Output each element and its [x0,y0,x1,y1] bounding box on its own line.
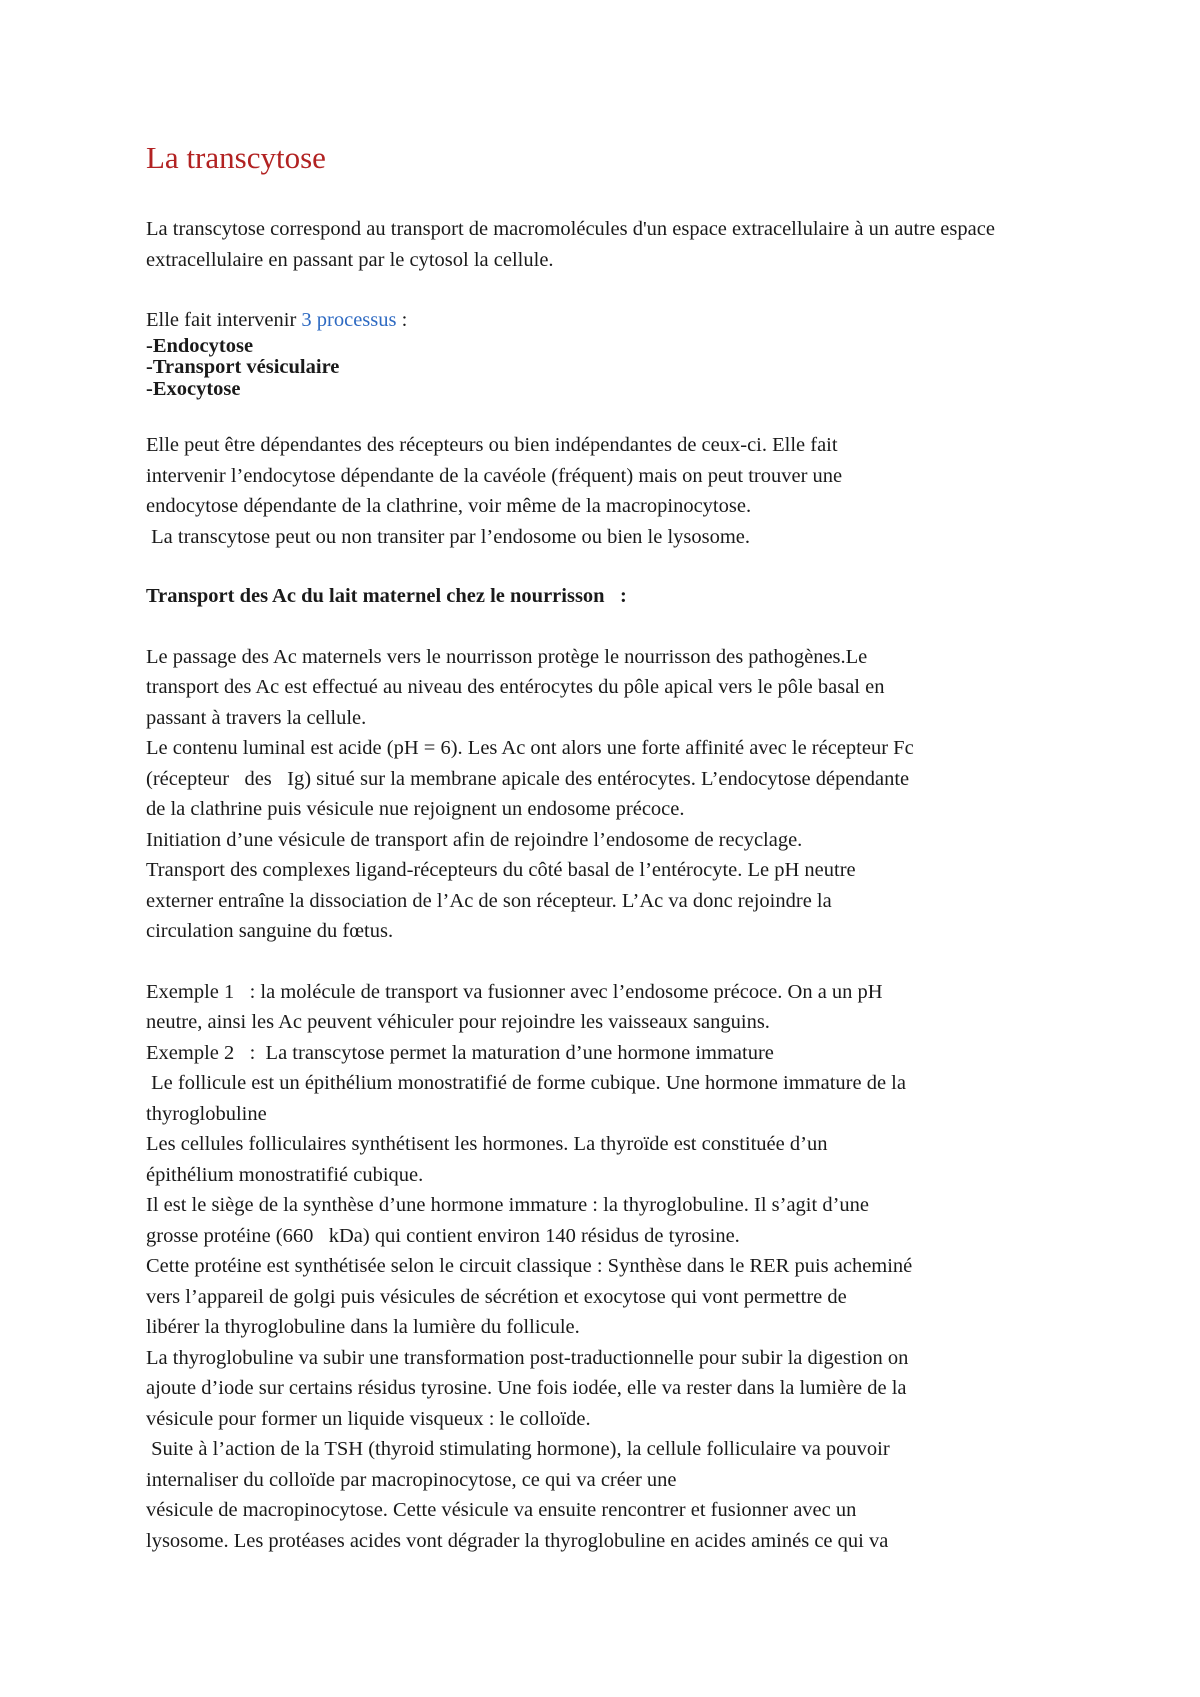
text-line: épithélium monostratifié cubique. [146,1163,424,1186]
text-line: Les cellules folliculaires synthétisent les hormones. La thyroïde est constituée d’un [146,1133,828,1155]
text-line: Cette protéine est synthétisée selon le circuit classique : Synthèse dans le RER puis acheminé [146,1255,913,1277]
section-title: Transport des Ac du lait maternel chez le nourrisson : [146,585,627,607]
text-line: vésicule de macropinocytose. Cette vésicule va ensuite rencontrer et fusionner avec un [146,1499,857,1521]
text-line: Exemple 1 : la molécule de transport va fusionner avec l’endosome précoce. On a un pH [146,980,883,1003]
section-paragraph [146,642,1066,947]
text-line: Le follicule est un épithélium monostratifié de forme cubique. Une hormone immature de la [146,1072,906,1094]
text-line: La thyroglobuline va subir une transformation post-traductionnelle pour subir la digestion on [146,1346,909,1369]
text-line: Il est le siège de la synthèse d’une hormone immature : la thyroglobuline. Il s’agit d’une [146,1194,869,1216]
processes-lead-suffix: : [396,309,408,331]
text-line: Elle peut être dépendantes des récepteurs ou bien indépendantes de ceux-ci. Elle fait [146,434,838,456]
intro-paragraph: La transcytose correspond au transport de macromolécules d'un espace extracellulaire à un autre espace extracellulaire en passant par le cytosol la cellule. [146,218,995,271]
text-line: Exemple 2 : La transcytose permet la maturation d’une hormone immature [146,1041,774,1064]
text-line: Suite à l’action de la TSH (thyroid stimulating hormone), la cellule folliculaire va pouvoir [146,1438,890,1460]
text-line: circulation sanguine du fœtus. [146,920,394,942]
text-line: de la clathrine puis vésicule nue rejoignent un endosome précoce. [146,798,685,820]
processes-lead [146,305,1066,336]
text-line: lysosome. Les protéases acides vont dégrader la thyroglobuline en acides aminés ce qui va [146,1529,889,1552]
text-line: Le contenu luminal est acide (pH = 6). Les Ac ont alors une forte affinité avec le récepteur Fc [146,737,914,759]
text-line: thyroglobuline [146,1102,267,1125]
text-line: vers l’appareil de golgi puis vésicules de sécrétion et exocytose qui vont permettre de [146,1285,847,1308]
processes-list [146,336,1066,401]
examples-paragraph [146,977,1066,1557]
text-line: endocytose dépendante de la clathrine, voir même de la macropinocytose. [146,495,752,517]
document-page [146,138,1066,1556]
list-item: -Transport vésiculaire [146,356,340,378]
text-line: neutre, ainsi les Ac peuvent véhiculer pour rejoindre les vaisseaux sanguins. [146,1011,770,1033]
dependency-paragraph [146,430,1066,552]
text-line: internaliser du colloïde par macropinocytose, ce qui va créer une [146,1468,677,1491]
text-line: grosse protéine (660 kDa) qui contient environ 140 résidus de tyrosine. [146,1224,740,1247]
text-line: externer entraîne la dissociation de l’Ac de son récepteur. L’Ac va donc rejoindre la [146,889,832,912]
processes-link[interactable]: 3 processus [301,309,397,331]
text-line: ajoute d’iode sur certains résidus tyrosine. Une fois iodée, elle va rester dans la lumière de la [146,1377,907,1399]
text-line: passant à travers la cellule. [146,706,367,729]
list-item: -Exocytose [146,377,241,400]
list-item: -Endocytose [146,334,254,357]
text-line: libérer la thyroglobuline dans la lumière du follicule. [146,1316,580,1338]
processes-lead-prefix: Elle fait intervenir [146,309,302,331]
text-line: (récepteur des Ig) situé sur la membrane apicale des entérocytes. L’endocytose dépendante [146,767,910,790]
text-line: Initiation d’une vésicule de transport afin de rejoindre l’endosome de recyclage. [146,828,803,851]
text-line: La transcytose peut ou non transiter par l’endosome ou bien le lysosome. [146,525,751,548]
text-line: intervenir l’endocytose dépendante de la cavéole (fréquent) mais on peut trouver une [146,464,843,487]
page-title: La transcytose [146,140,326,175]
text-line: transport des Ac est effectué au niveau des entérocytes du pôle apical vers le pôle basal en [146,676,885,698]
text-line: Transport des complexes ligand-récepteurs du côté basal de l’entérocyte. Le pH neutre [146,859,856,881]
text-line: Le passage des Ac maternels vers le nourrisson protège le nourrisson des pathogènes.Le [146,645,868,668]
text-line: vésicule pour former un liquide visqueux : le colloïde. [146,1407,591,1430]
